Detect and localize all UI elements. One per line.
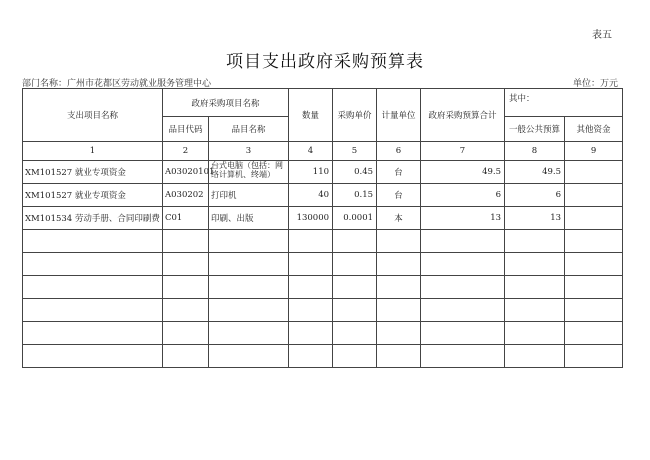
unit-label: 单位：万元 <box>572 79 618 89</box>
col-item-name: 品目名称 <box>209 117 289 142</box>
empty-row <box>23 230 623 253</box>
cell-unit-price: 0.0001 <box>333 207 377 230</box>
col-quantity: 数量 <box>289 89 333 142</box>
index-cell: 1 <box>23 142 163 161</box>
department-name: 部门名称：广州市花都区劳动就业服务管理中心 <box>22 79 212 89</box>
index-cell: 5 <box>333 142 377 161</box>
table-row <box>23 161 623 184</box>
cell-quantity: 40 <box>289 184 333 207</box>
cell-expense-item: XM101527 就业专项资金 <box>23 184 163 207</box>
cell-budget-total: 13 <box>421 207 505 230</box>
cell-measure-unit: 本 <box>377 207 421 230</box>
index-cell: 3 <box>209 142 289 161</box>
empty-row <box>23 253 623 276</box>
index-cell: 6 <box>377 142 421 161</box>
cell-item-code: C01 <box>163 207 209 230</box>
cell-expense-item: XM101527 就业专项资金 <box>23 161 163 184</box>
table-row <box>23 207 623 230</box>
cell-general-budget: 13 <box>505 207 565 230</box>
index-cell: 8 <box>505 142 565 161</box>
cell-unit-price: 0.15 <box>333 184 377 207</box>
col-budget-total: 政府采购预算合计 <box>421 89 505 142</box>
empty-row <box>23 276 623 299</box>
cell-budget-total: 6 <box>421 184 505 207</box>
cell-item-code: A030202 <box>163 184 209 207</box>
cell-quantity: 110 <box>289 161 333 184</box>
cell-other-funds <box>565 161 623 184</box>
empty-row <box>23 345 623 368</box>
cell-item-name: 印刷、出版 <box>209 207 289 230</box>
index-cell: 2 <box>163 142 209 161</box>
cell-measure-unit: 台 <box>377 161 421 184</box>
col-procurement-item: 政府采购项目名称 <box>163 89 289 117</box>
col-item-code: 品目代码 <box>163 117 209 142</box>
form-number: 表五 <box>592 30 612 41</box>
cell-budget-total: 49.5 <box>421 161 505 184</box>
index-cell: 7 <box>421 142 505 161</box>
cell-item-code: A03020101 <box>163 161 209 184</box>
empty-row <box>23 322 623 345</box>
cell-item-name: 台式电脑（包括：网络计算机、终端） <box>209 161 289 184</box>
cell-unit-price: 0.45 <box>333 161 377 184</box>
table-row <box>23 184 623 207</box>
cell-general-budget: 49.5 <box>505 161 565 184</box>
cell-quantity: 130000 <box>289 207 333 230</box>
col-unit-price: 采购单价 <box>333 89 377 142</box>
page-title: 项目支出政府采购预算表 <box>226 52 424 72</box>
cell-general-budget: 6 <box>505 184 565 207</box>
index-cell: 4 <box>289 142 333 161</box>
cell-item-name: 打印机 <box>209 184 289 207</box>
cell-other-funds <box>565 184 623 207</box>
col-expense-item: 支出项目名称 <box>23 89 163 142</box>
procurement-budget-table <box>22 88 623 368</box>
cell-other-funds <box>565 207 623 230</box>
col-other-funds: 其他资金 <box>565 117 623 142</box>
index-cell: 9 <box>565 142 623 161</box>
index-row <box>23 142 623 161</box>
cell-measure-unit: 台 <box>377 184 421 207</box>
cell-expense-item: XM101534 劳动手册、合同印刷费 <box>23 207 163 230</box>
empty-row <box>23 299 623 322</box>
col-general-budget: 一般公共预算 <box>505 117 565 142</box>
col-measure-unit: 计量单位 <box>377 89 421 142</box>
col-of-which: 其中： <box>505 89 623 117</box>
